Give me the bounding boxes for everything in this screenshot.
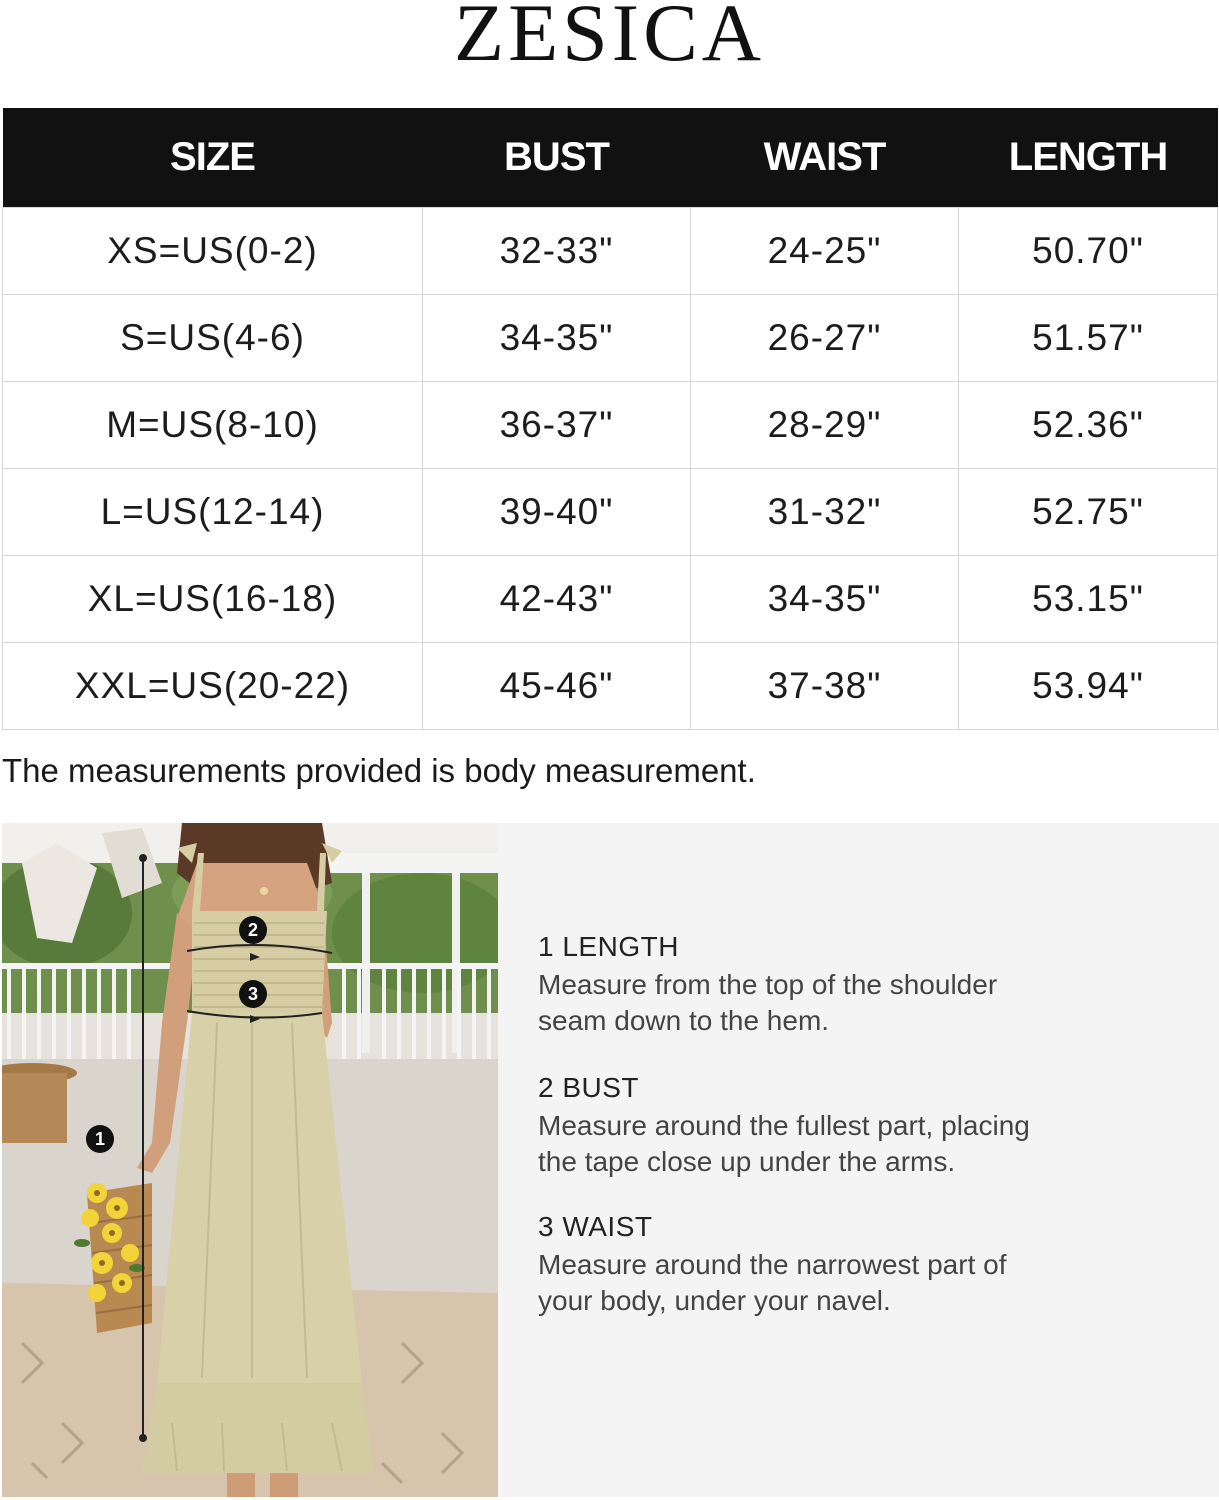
guide-desc-line: Measure from the top of the shoulder [538, 969, 998, 1000]
cell-bust: 36-37" [423, 382, 691, 469]
guide-item-length [538, 931, 1138, 1039]
guide-title: 2 BUST [538, 1072, 640, 1103]
guide-desc-line: the tape close up under the arms. [538, 1146, 956, 1177]
guide-desc-line: Measure around the fullest part, placing [538, 1110, 1030, 1141]
marker-1 [86, 1125, 114, 1153]
cell-bust: 32-33" [423, 208, 691, 295]
cell-bust: 39-40" [423, 469, 691, 556]
cell-waist: 26-27" [691, 295, 959, 382]
table-row [3, 208, 1218, 295]
guide-title: 1 LENGTH [538, 931, 679, 962]
header-waist: WAIST [691, 108, 959, 208]
cell-length: 50.70" [959, 208, 1218, 295]
cell-bust: 34-35" [423, 295, 691, 382]
cell-size: S=US(4-6) [3, 295, 423, 382]
cell-size: XS=US(0-2) [3, 208, 423, 295]
table-row [3, 469, 1218, 556]
cell-length: 53.94" [959, 643, 1218, 730]
cell-waist: 31-32" [691, 469, 959, 556]
marker-3 [239, 980, 267, 1008]
table-row [3, 295, 1218, 382]
cell-waist: 37-38" [691, 643, 959, 730]
guide-desc [538, 1108, 1138, 1180]
header-length: LENGTH [959, 108, 1218, 208]
model-photo [2, 823, 498, 1497]
svg-text:1: 1 [94, 1129, 106, 1149]
cell-size: XXL=US(20-22) [3, 643, 423, 730]
cell-waist: 34-35" [691, 556, 959, 643]
table-row [3, 382, 1218, 469]
cell-length: 52.36" [959, 382, 1218, 469]
model-illustration [2, 823, 498, 1497]
header-bust: BUST [423, 108, 691, 208]
cell-size: M=US(8-10) [3, 382, 423, 469]
cell-bust: 42-43" [423, 556, 691, 643]
cell-size: L=US(12-14) [3, 469, 423, 556]
guide-item-waist [538, 1211, 1138, 1319]
marker-2 [239, 916, 267, 944]
measurement-guide [498, 823, 1219, 1497]
table-row [3, 556, 1218, 643]
measurement-note: The measurements provided is body measurement. [2, 752, 756, 789]
guide-desc-line: your body, under your navel. [538, 1285, 891, 1316]
guide-item-bust [538, 1072, 1138, 1180]
guide-desc [538, 967, 1138, 1039]
cell-length: 51.57" [959, 295, 1218, 382]
cell-size: XL=US(16-18) [3, 556, 423, 643]
header-size: SIZE [3, 108, 423, 208]
cell-waist: 28-29" [691, 382, 959, 469]
cell-waist: 24-25" [691, 208, 959, 295]
cell-length: 52.75" [959, 469, 1218, 556]
guide-desc [538, 1247, 1138, 1319]
cell-length: 53.15" [959, 556, 1218, 643]
guide-desc-line: seam down to the hem. [538, 1005, 830, 1036]
brand-logo: ZESICA [454, 0, 765, 78]
guide-desc-line: Measure around the narrowest part of [538, 1249, 1007, 1280]
svg-text:3: 3 [247, 984, 259, 1004]
guide-title: 3 WAIST [538, 1211, 653, 1242]
svg-text:2: 2 [247, 920, 259, 940]
table-row [3, 643, 1218, 730]
cell-bust: 45-46" [423, 643, 691, 730]
table-header-row [3, 108, 1218, 208]
size-chart-table [2, 108, 1218, 730]
